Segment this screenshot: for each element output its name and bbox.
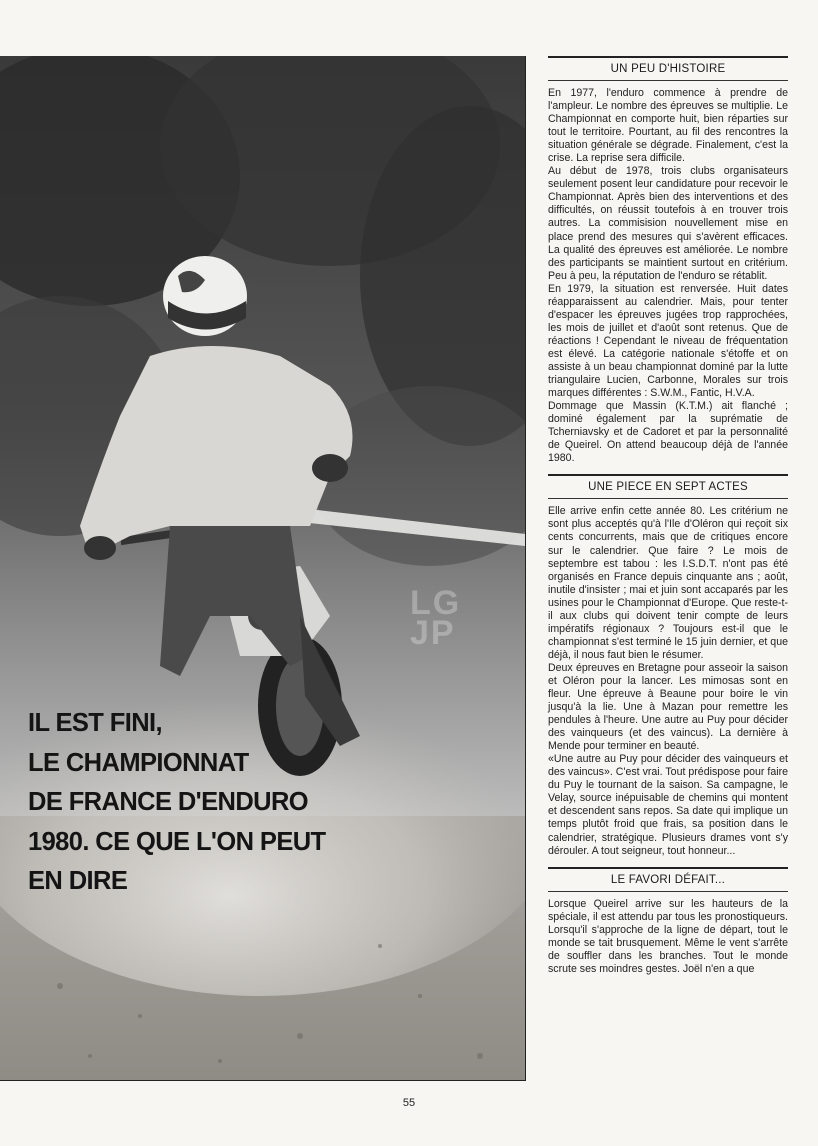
headline-line: EN DIRE bbox=[28, 867, 128, 895]
paragraph: Dommage que Massin (K.T.M.) ait flanché ; dominé également par la suprématie de Tcherniavsky et de Cadoret et par la personnalité de Queirel. On attend beaucoup déjà de l'année 1980. bbox=[548, 400, 788, 465]
headline-line: LE CHAMPIONNAT bbox=[28, 748, 249, 777]
headline bbox=[28, 704, 388, 902]
section-body bbox=[548, 898, 788, 976]
watermark-logo: LG JP bbox=[410, 584, 462, 652]
section-sept-actes bbox=[548, 474, 788, 857]
paragraph: «Une autre au Puy pour décider des vainqueurs et des vaincus». C'est vrai. Tout prédispose pour faire du Puy le tournant de la saison. Sa campagne, le Velay, source inépuisable de chemins qui montent et descendent sans repos. Sa date qui implique un temps plutôt froid que frais, sa position dans le calendrier, stratégique. Plusieurs drames vont s'y dérouler. A tout seigneur, tout honneur... bbox=[548, 753, 788, 857]
section-body bbox=[548, 505, 788, 857]
headline-line: 1980. CE QUE L'ON PEUT bbox=[28, 827, 326, 856]
article-column bbox=[548, 56, 788, 985]
rider-photo bbox=[0, 56, 526, 1081]
headline-line: DE FRANCE D'ENDURO bbox=[28, 788, 309, 816]
headline-line: IL EST FINI, bbox=[28, 709, 163, 737]
paragraph: Deux épreuves en Bretagne pour asseoir la saison et Oléron pour la lancer. Les mimosas sont en fleur. Une épreuve à Beaune pour boire le vin jusqu'à la lie. Une à Mazan pour remettre les pendules à l'heure. Une autre au Puy pour décider des vainqueurs (et des vaincus). La dernière à Mende pour terminer en beauté. bbox=[548, 661, 788, 753]
paragraph: En 1979, la situation est renversée. Huit dates réapparaissent au calendrier. Mais, pour tenter d'espacer les épreuves jugées trop rapprochées, les mois de juillet et d'août sont retenus. Que de réactions ! Cependant le niveau de fréquentation est élevé. La catégorie nationale s'étoffe et on assiste à un beau championnat dominé par la lutte triangulaire Lucien, Carbonne, Morales sur trois marques différentes : S.W.M., Fantic, H.V.A. bbox=[548, 282, 788, 400]
page-number: 55 bbox=[402, 1097, 416, 1109]
section-histoire bbox=[548, 56, 788, 465]
paragraph: Lorsque Queirel arrive sur les hauteurs de la spéciale, il est attendu par tous les pronostiqueurs. Lorsqu'il s'approche de la ligne de départ, tout le monde se tait brusquement. Même le vent s'arrête de souffler dans les branches. Tout le monde scrute ses moindres gestes. Joël n'en a que bbox=[548, 897, 788, 975]
section-body bbox=[548, 87, 788, 465]
paragraph: En 1977, l'enduro commence à prendre de l'ampleur. Le nombre des épreuves se multiplie. Le Championnat en comporte huit, bien réparties sur tout le territoire. Pourtant, au fil des rencontres la situation générale se dégrade. Finalement, c'est la crise. La reprise sera difficile. bbox=[548, 87, 788, 165]
paragraph: Au début de 1978, trois clubs organisateurs seulement posent leur candidature pour recevoir le Championnat. Après bien des interventions et des difficultés, on réussit toutefois à en trouver trois autres. La commisision nouvellement mise en place prend des mesures qui s'avèrent efficaces. La qualité des épreuves est améliorée. Le nombre des participants se maintient surtout en critérium. Peu à peu, la réputation de l'enduro se rétablit. bbox=[548, 165, 788, 282]
enduro-rider-illustration bbox=[0, 56, 525, 1080]
section-title: UNE PIECE EN SEPT ACTES bbox=[548, 474, 788, 499]
section-favori bbox=[548, 867, 788, 976]
section-title: UN PEU D'HISTOIRE bbox=[548, 56, 788, 81]
paragraph: Elle arrive enfin cette année 80. Les critérium ne sont plus acceptés qu'à l'Ile d'Oléron qui reçoit six cents concurrents, mais que de critiques encore sur le calendrier. Que faire ? Le mois de septembre est tabou : les I.S.D.T. n'ont pas été organisés en France depuis cinquante ans ; août, inutile d'insister ; mai et juin sont accaparés par les usines pour le Championnat d'Europe. Que reste-t-il aux clubs qui doivent tenir compte de leurs impératifs régionaux ? Toujours est-il que le championnat s'est terminé le 15 juin dernier, et que déjà, il nous faut bien le résumer. bbox=[548, 505, 788, 661]
section-title: LE FAVORI DÉFAIT... bbox=[548, 867, 788, 892]
